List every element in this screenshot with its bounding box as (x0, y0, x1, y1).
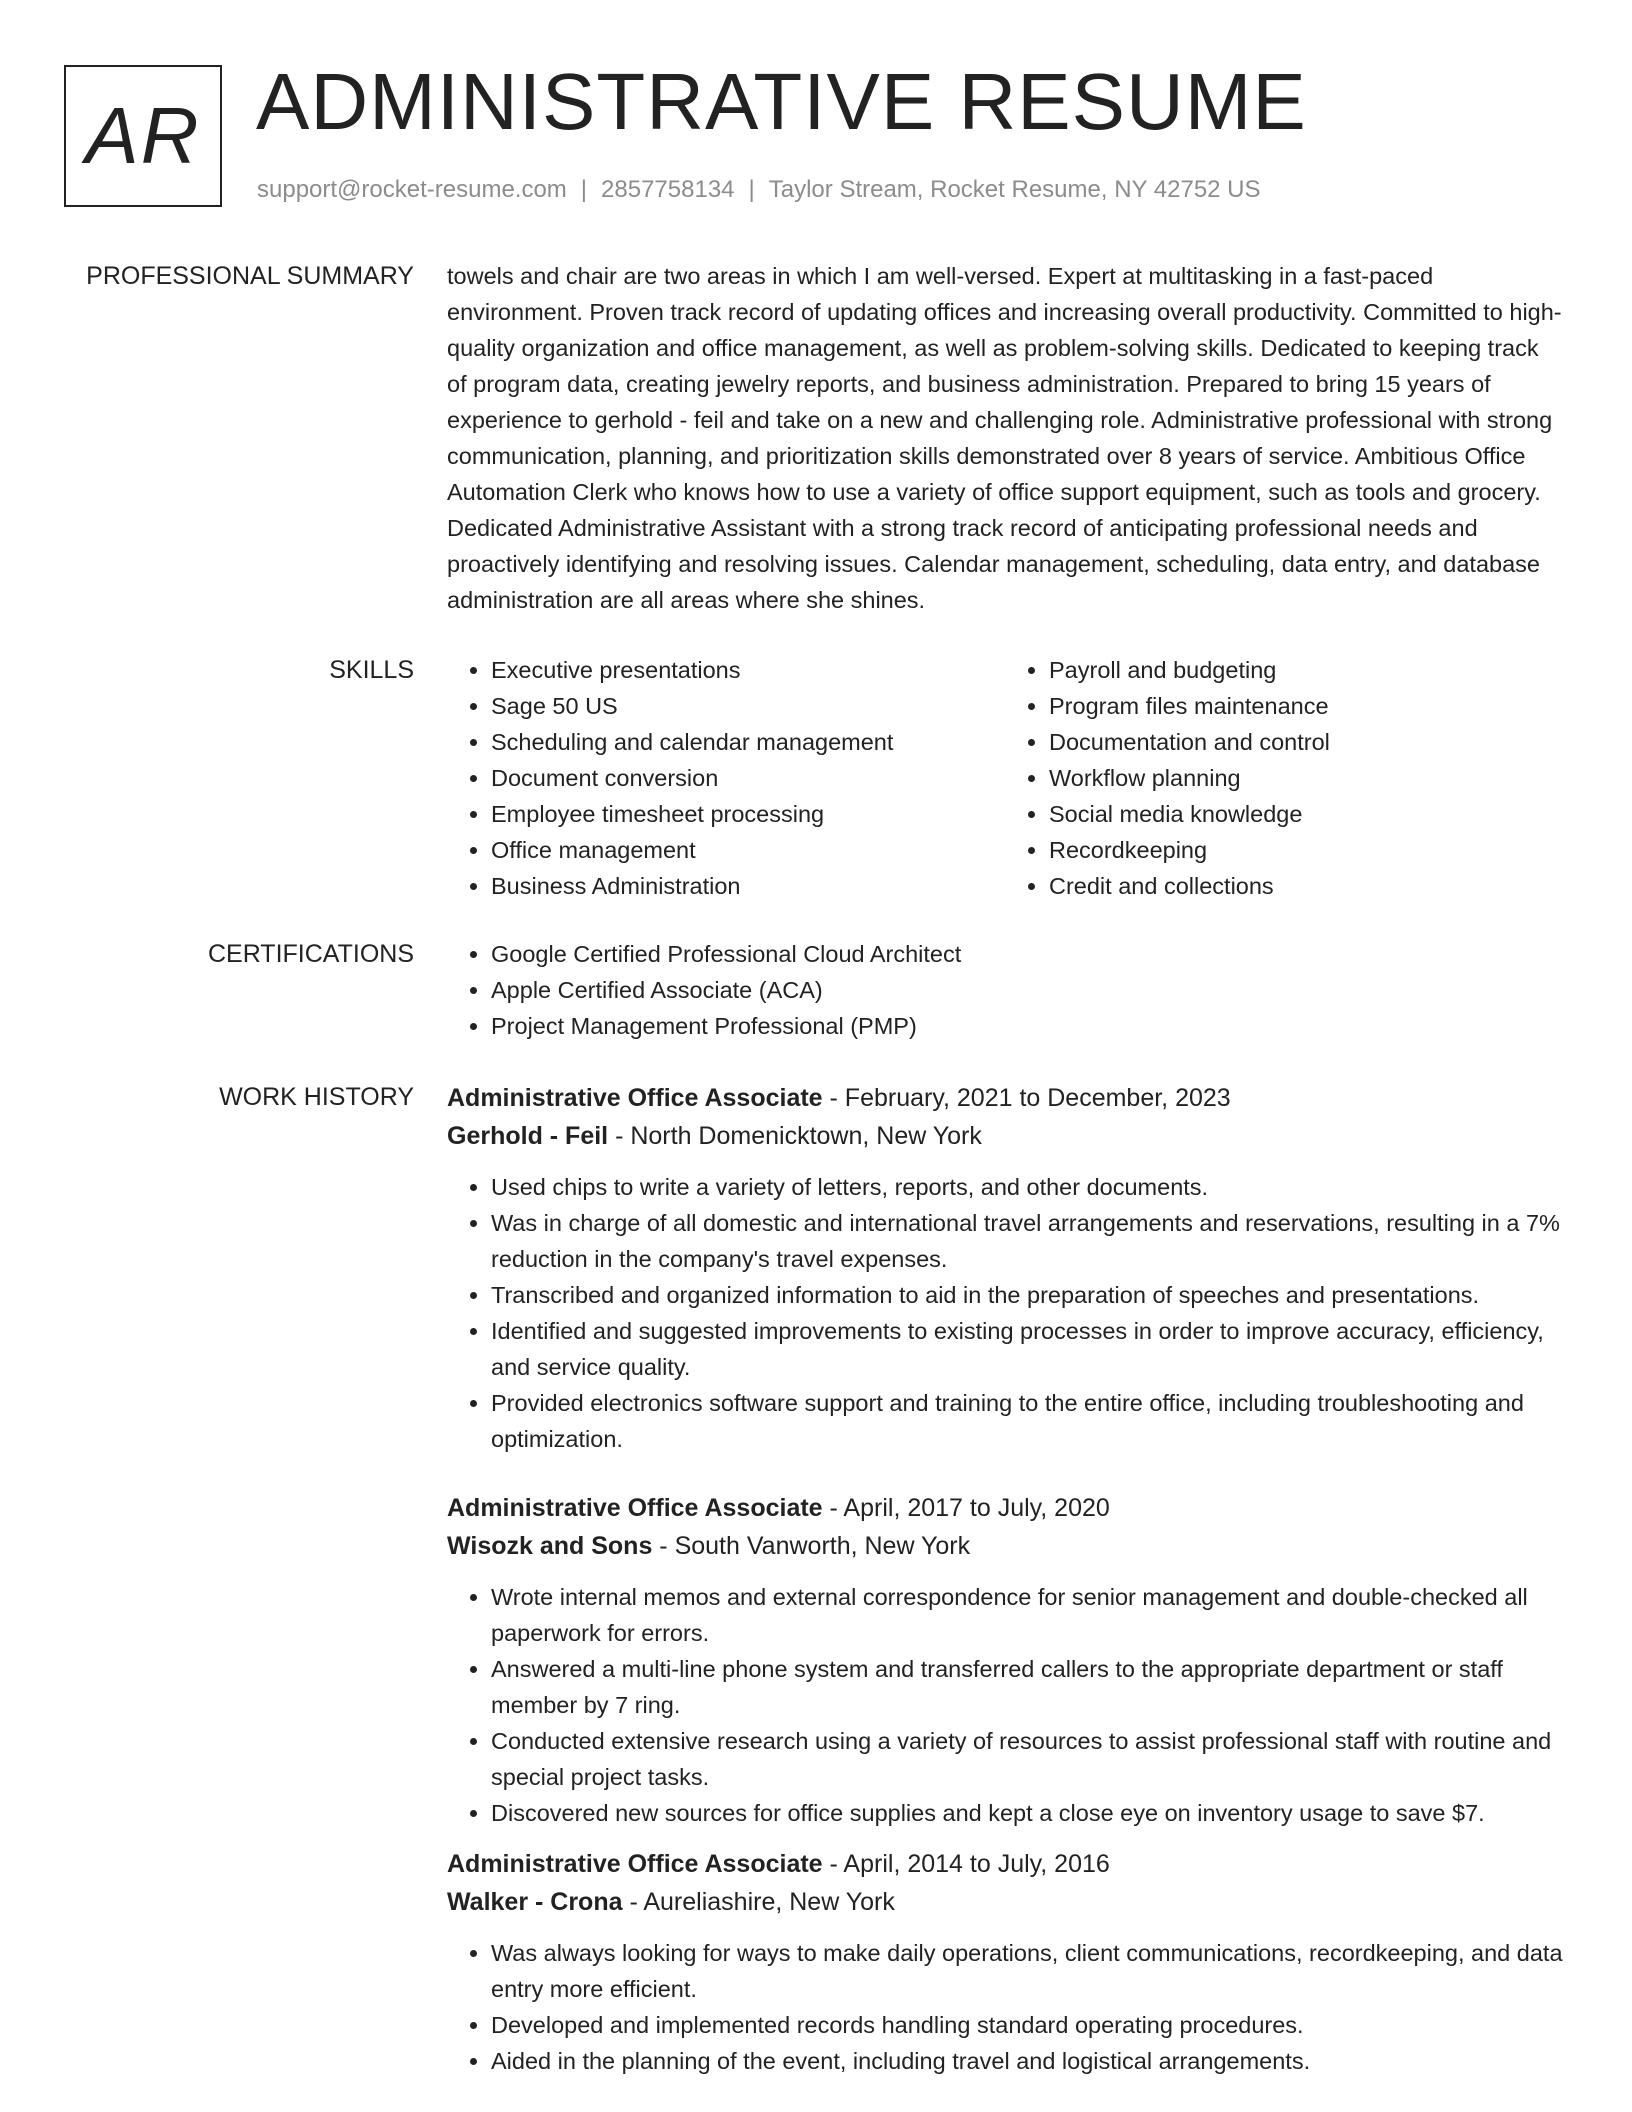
skill-item: • Credit and collections (1049, 868, 1563, 904)
certifications-body (447, 936, 1563, 1044)
job-bullet: • Answered a multi-line phone system and transferred callers to the appropriate department or staff member by 7 ring. (491, 1651, 1563, 1723)
skill-item: • Workflow planning (1049, 760, 1563, 796)
skill-item: • Documentation and control (1049, 724, 1563, 760)
email-text: support@rocket-resume.com (257, 176, 567, 203)
summary-text: towels and chair are two areas in which I am well-versed. Expert at multitasking in a fast-paced environment. Proven track record of updating offices and increasing overall productivity. Committed to high-quality organization and office management, as well as problem-solving skills. Dedicated to keeping track of program data, creating jewelry reports, and business administration. Prepared to bring 15 years of experience to gerhold - feil and take on a new and challenging role. Administrative professional with strong communication, planning, and prioritization skills demonstrated over 8 years of service. Ambitious Office Automation Clerk who knows how to use a variety of office support equipment, such as tools and grocery. Dedicated Administrative Assistant with a strong track record of anticipating professional needs and proactively identifying and resolving issues. Calendar management, scheduling, data entry, and database administration are all areas where she shines. (447, 263, 1562, 613)
job-bullet: • Was always looking for ways to make daily operations, client communications, recordkeeping, and data entry more efficient. (491, 1935, 1563, 2007)
job-bullet: • Discovered new sources for office supplies and kept a close eye on inventory usage to save $7. (491, 1795, 1563, 1831)
job-company-line (447, 1117, 1563, 1155)
job-bullets (447, 1579, 1563, 1831)
contact-separator: | (748, 176, 755, 203)
skills-body (447, 652, 1563, 904)
skills-list-right (1005, 652, 1563, 904)
contact-separator: | (580, 176, 588, 203)
job-company: Walker - Crona (447, 1888, 623, 1916)
job-bullets (447, 1935, 1563, 2079)
skill-item: • Program files maintenance (1049, 688, 1563, 724)
job-location: - South Vanworth, New York (652, 1532, 971, 1560)
job-location: - North Domenicktown, New York (608, 1122, 982, 1150)
work-heading: WORK HISTORY (219, 1083, 414, 1111)
job-entry (447, 1845, 1563, 2079)
job-entry (447, 1079, 1563, 1457)
job-bullet: • Wrote internal memos and external correspondence for senior management and double-checked all paperwork for errors. (491, 1579, 1563, 1651)
certifications-list (447, 936, 1563, 1044)
job-company: Wisozk and Sons (447, 1532, 653, 1560)
job-role: Administrative Office Associate (447, 1850, 823, 1878)
monogram-logo: AR (64, 65, 222, 207)
summary-heading: PROFESSIONAL SUMMARY (86, 262, 414, 290)
skill-item: • Social media knowledge (1049, 796, 1563, 832)
job-bullet: • Conducted extensive research using a variety of resources to assist professional staff with routine and special project tasks. (491, 1723, 1563, 1795)
job-bullet: • Identified and suggested improvements to existing processes in order to improve accuracy, efficiency, and service quality. (491, 1313, 1563, 1385)
job-title-line (447, 1079, 1563, 1117)
job-title-line (447, 1489, 1563, 1527)
certification-item: • Project Management Professional (PMP) (491, 1008, 1563, 1044)
skill-item: • Scheduling and calendar management (491, 724, 1005, 760)
skill-item: • Business Administration (491, 868, 1005, 904)
job-bullet: • Transcribed and organized information to aid in the preparation of speeches and presentations. (491, 1277, 1563, 1313)
skill-item: • Executive presentations (491, 652, 1005, 688)
contact-line (257, 172, 1261, 208)
work-body (447, 1079, 1563, 2079)
phone-text: 2857758134 (601, 176, 735, 203)
job-company-line (447, 1883, 1563, 1921)
job-entry (447, 1489, 1563, 1831)
job-dates: - April, 2014 to July, 2016 (822, 1850, 1110, 1878)
job-bullet: • Was in charge of all domestic and international travel arrangements and reservations, resulting in a 7% reduction in the company's travel expenses. (491, 1205, 1563, 1277)
job-bullet: • Provided electronics software support and training to the entire office, including troubleshooting and optimization. (491, 1385, 1563, 1457)
skill-item: • Employee timesheet processing (491, 796, 1005, 832)
skill-item: • Recordkeeping (1049, 832, 1563, 868)
job-location: - Aureliashire, New York (622, 1888, 895, 1916)
job-dates: - February, 2021 to December, 2023 (822, 1084, 1231, 1112)
certifications-heading: CERTIFICATIONS (207, 940, 414, 968)
skills-heading: SKILLS (329, 656, 414, 684)
job-bullets (447, 1169, 1563, 1457)
job-title-line (447, 1845, 1563, 1883)
job-role: Administrative Office Associate (447, 1084, 823, 1112)
job-company: Gerhold - Feil (447, 1122, 609, 1150)
skill-item: • Office management (491, 832, 1005, 868)
summary-body (447, 258, 1563, 618)
job-company-line (447, 1527, 1563, 1565)
job-dates: - April, 2017 to July, 2020 (822, 1494, 1110, 1522)
address-text: Taylor Stream, Rocket Resume, NY 42752 US (768, 176, 1261, 203)
certification-item: • Google Certified Professional Cloud Architect (491, 936, 1563, 972)
skill-item: • Document conversion (491, 760, 1005, 796)
job-bullet: • Used chips to write a variety of letters, reports, and other documents. (491, 1169, 1563, 1205)
skill-item: • Payroll and budgeting (1049, 652, 1563, 688)
job-bullet: • Aided in the planning of the event, including travel and logistical arrangements. (491, 2043, 1563, 2079)
certification-item: • Apple Certified Associate (ACA) (491, 972, 1563, 1008)
skills-list-left (447, 652, 1005, 904)
resume-title: ADMINISTRATIVE RESUME (256, 57, 1307, 146)
job-role: Administrative Office Associate (447, 1494, 823, 1522)
skill-item: • Sage 50 US (491, 688, 1005, 724)
job-bullet: • Developed and implemented records handling standard operating procedures. (491, 2007, 1563, 2043)
